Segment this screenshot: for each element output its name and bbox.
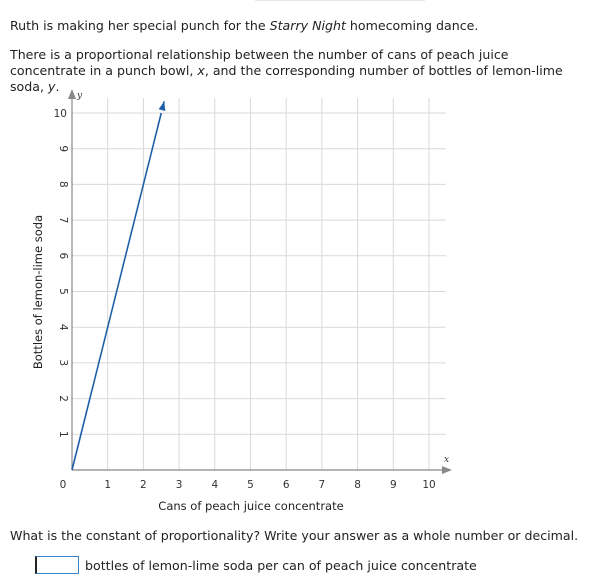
y-tick-label: 3 xyxy=(57,359,69,367)
variable-y: y xyxy=(47,79,56,94)
y-tick-label: 9 xyxy=(57,145,69,153)
answer-row xyxy=(35,555,477,575)
relationship-period: . xyxy=(55,79,60,94)
x-tick-label: 3 xyxy=(175,479,183,491)
y-tick-label: 4 xyxy=(57,323,69,331)
y-tick-label: 2 xyxy=(57,395,69,402)
y-tick-label: 5 xyxy=(57,288,69,295)
x-tick-label: 1 xyxy=(104,479,112,491)
x-tick-label: 9 xyxy=(389,479,397,491)
top-divider xyxy=(255,0,425,1)
x-tick-label: 5 xyxy=(247,479,254,491)
y-axis-arrow xyxy=(68,89,76,99)
x-tick-label: 4 xyxy=(211,479,219,491)
question-prompt: What is the constant of proportionality? Write your answer as a whole number or decimal. xyxy=(10,528,579,543)
x-tick-label: 10 xyxy=(422,479,436,491)
y-tick-label: 6 xyxy=(57,252,69,260)
intro-text: Ruth is making her special punch for the xyxy=(10,18,270,33)
relationship-text-2: , and the corresponding number of bottles of lemon-lime soda, xyxy=(10,63,563,94)
x-tick-label: 2 xyxy=(140,479,147,491)
x-tick-label: 8 xyxy=(354,479,361,491)
proportional-graph xyxy=(0,86,589,520)
y-tick-label: 10 xyxy=(53,108,67,120)
grid xyxy=(72,98,446,470)
x-tick-label: 0 xyxy=(59,479,67,491)
x-axis-variable: x xyxy=(444,455,450,465)
series xyxy=(72,101,165,470)
x-tick-label: 6 xyxy=(282,479,290,491)
answer-input[interactable] xyxy=(35,556,79,574)
graph-svg xyxy=(0,86,589,520)
relationship-text: There is a proportional relationship between the number of cans of peach juice concentrate in a punch bowl, xyxy=(10,47,509,78)
x-axis-arrow xyxy=(442,466,452,474)
y-axis-title: Bottles of lemon-lime soda xyxy=(31,214,45,370)
intro-text-end: homecoming dance. xyxy=(345,18,479,33)
dance-name: Starry Night xyxy=(269,18,346,33)
y-tick-label: 7 xyxy=(57,216,69,224)
y-axis-variable: y xyxy=(77,91,83,101)
y-tick-label: 8 xyxy=(57,181,69,188)
y-tick-label: 1 xyxy=(57,430,69,438)
variable-x: x xyxy=(197,63,205,78)
answer-units-label: bottles of lemon-lime soda per can of peach juice concentrate xyxy=(85,557,477,573)
axes xyxy=(68,89,452,474)
x-tick-label: 7 xyxy=(318,479,326,491)
x-axis-title: Cans of peach juice concentrate xyxy=(158,499,344,513)
tick-labels xyxy=(54,108,436,491)
intro-line-1 xyxy=(10,18,582,34)
